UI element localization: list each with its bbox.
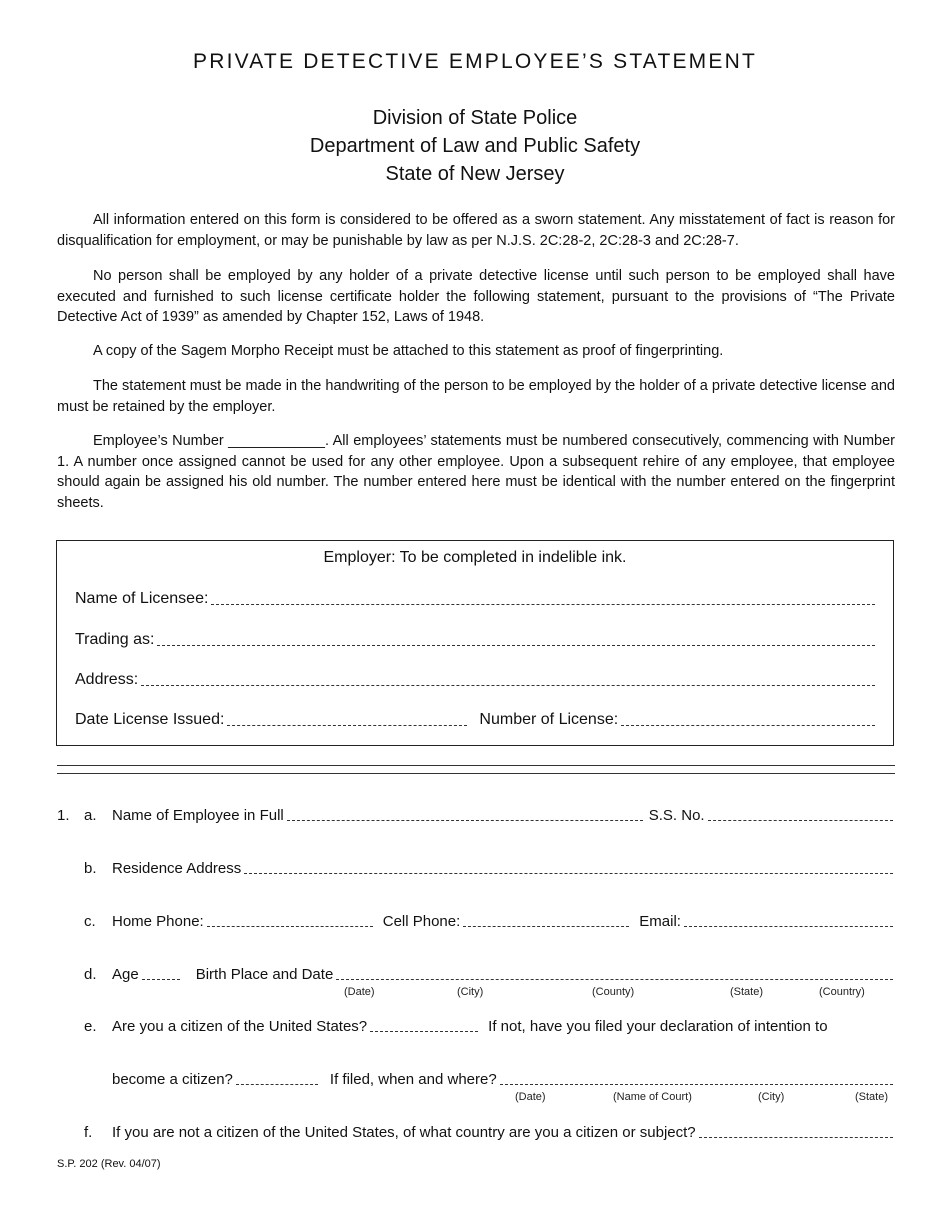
become-citizen-label: become a citizen? [112,1071,233,1088]
license-date-number-row [75,711,875,729]
paragraph-handwriting: The statement must be made in the handwriting of the person to be employed by the holder of a private detective license and must be retained by the employer. [57,378,895,415]
licensee-name-label: Name of Licensee: [75,590,209,607]
caption-city: (City) [457,986,484,998]
citizen-answer-field[interactable] [370,1030,478,1032]
citizenship-country-label: If you are not a citizen of the United States, of what country are you a citizen or subject? [112,1124,696,1141]
caption-country: (Country) [819,986,865,998]
caption-filed-date: (Date) [515,1091,546,1103]
paragraph-employee-number: Employee’s Number ____________. All employees’ statements must be numbered consecutively, commencing with Number 1. A number once assigned cannot be used for any other employee. Upon a subsequent rehire of any employee, that employee should again be assigned his old number. The number entered here must be identical with the number entered on the fingerprint sheets. [57,433,895,511]
if-filed-label: If filed, when and where? [329,1071,497,1088]
birth-place-date-field[interactable] [336,978,893,980]
caption-filed-state: (State) [855,1091,889,1103]
caption-date: (Date) [344,986,375,998]
citizenship-country-field[interactable] [699,1136,893,1138]
licensee-name-row [75,590,875,608]
email-label: Email: [639,913,681,930]
birth-place-date-label: Birth Place and Date [195,966,334,983]
email-field[interactable] [684,925,893,927]
question-d-letter: d. [84,966,97,983]
paragraph-fingerprint-receipt: A copy of the Sagem Morpho Receipt must be attached to this statement as proof of fingerprinting. [93,343,724,359]
date-license-issued-field[interactable] [227,724,467,726]
divider-line-bottom [57,773,895,774]
caption-court: (Name of Court) [613,1091,692,1103]
address-row [75,671,875,689]
become-citizen-field[interactable] [236,1083,318,1085]
cell-phone-field[interactable] [463,925,629,927]
question-b-row [112,860,893,877]
date-license-issued-label: Date License Issued: [75,711,225,728]
form-title: PRIVATE DETECTIVE EMPLOYEE’S STATEMENT [193,50,757,73]
question-b-letter: b. [84,860,97,877]
declaration-question-label: If not, have you filed your declaration of intention to [488,1018,828,1035]
license-number-label: Number of License: [479,711,619,728]
question-e-row2 [112,1071,893,1088]
caption-state: (State) [730,986,764,998]
residence-address-label: Residence Address [112,860,242,877]
address-label: Address: [75,671,139,688]
question-e-row1 [112,1018,893,1035]
agency-state: State of New Jersey [385,163,565,185]
license-number-field[interactable] [621,724,875,726]
home-phone-field[interactable] [207,925,373,927]
agency-division: Division of State Police [372,107,578,129]
employer-box-heading: Employer: To be completed in indelible ink. [323,549,627,566]
ss-number-field[interactable] [708,819,893,821]
trading-as-field[interactable] [157,644,875,646]
if-filed-field[interactable] [500,1083,893,1085]
question-a-letter: a. [84,807,97,824]
citizen-question-label: Are you a citizen of the United States? [112,1018,368,1035]
question-f-letter: f. [84,1124,93,1141]
question-e-letter: e. [84,1018,97,1035]
address-field[interactable] [141,684,875,686]
home-phone-label: Home Phone: [112,913,204,930]
question-f-row [112,1124,893,1141]
question-c-row [112,913,893,930]
divider-line-top [57,765,895,766]
paragraph-sworn-statement: All information entered on this form is considered to be offered as a sworn statement. Any misstatement of fact is reason for disqualification for employment, or may be punishable by law as per N.J.S. 2C:28-2, 2C:28-3 and 2C:28-7. [57,212,895,249]
employee-name-label: Name of Employee in Full [112,807,284,824]
ss-number-label: S.S. No. [648,807,705,824]
caption-filed-city: (City) [758,1091,785,1103]
residence-address-field[interactable] [244,872,893,874]
agency-department: Department of Law and Public Safety [309,135,641,157]
paragraph-license-requirement: No person shall be employed by any holder of a private detective license until such person to be employed shall have executed and furnished to such license certificate holder the following statement, pursuant to the provisions of “The Private Detective Act of 1939” as amended by Chapter 152, Laws of 1948. [57,268,895,325]
employee-name-field[interactable] [287,819,643,821]
form-revision: S.P. 202 (Rev. 04/07) [57,1158,161,1170]
trading-as-row [75,631,875,649]
licensee-name-field[interactable] [211,603,875,605]
age-field[interactable] [142,978,180,980]
question-number: 1. [57,807,70,824]
question-d-row [112,966,893,983]
cell-phone-label: Cell Phone: [382,913,461,930]
question-c-letter: c. [84,913,96,930]
trading-as-label: Trading as: [75,631,155,648]
age-label: Age [112,966,139,983]
question-a-row [112,807,893,824]
caption-county: (County) [592,986,635,998]
